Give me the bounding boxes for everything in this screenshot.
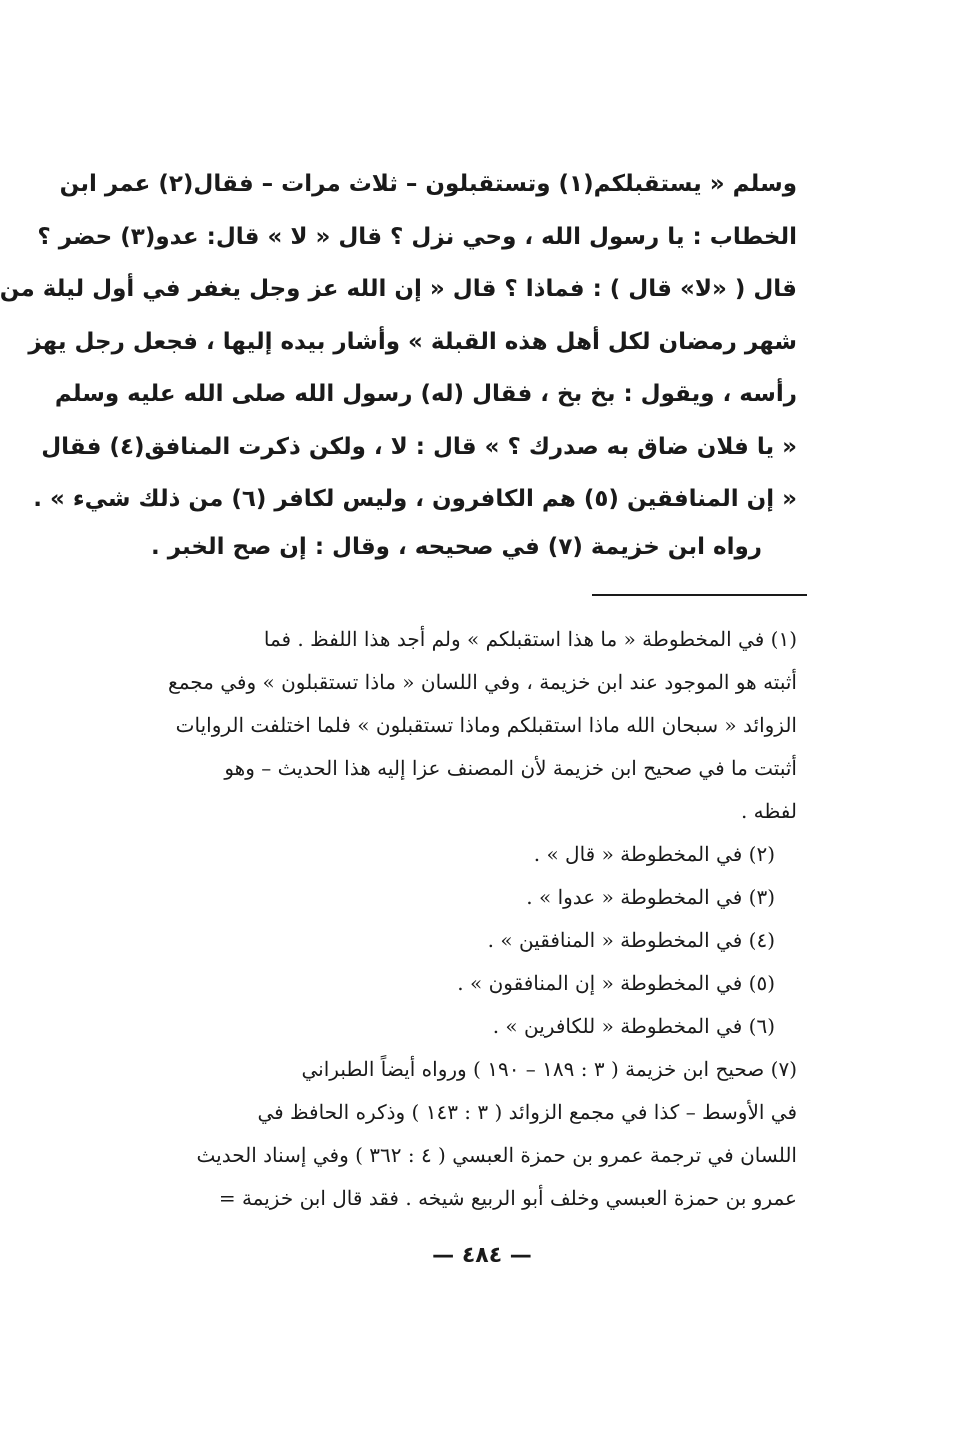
- footnote-line: (٧) صحيح ابن خزيمة ( ٣ : ١٨٩ – ١٩٠ ) ورواه أيضاً الطبراني: [301, 1057, 797, 1081]
- footnote-line: عمرو بن حمزة العبسي وخلف أبو الربيع شيخه . فقد قال ابن خزيمة =: [218, 1186, 797, 1210]
- footnote-line: أثبته هو الموجود عند ابن خزيمة ، وفي اللسان « ماذا تستقبلون » وفي مجمع: [168, 670, 797, 694]
- footnote-line: في الأوسط – كذا في مجمع الزوائد ( ٣ : ١٤٣ ) وذكره الحافظ في: [257, 1100, 797, 1124]
- main-text-line: الخطاب : يا رسول الله ، وحي نزل ؟ قال « لا » قال: عدو(٣) حضر ؟: [37, 223, 797, 250]
- main-text-line: رأسه ، ويقول : بخ بخ ، فقال (له) رسول الله صلى الله عليه وسلم: [54, 381, 797, 407]
- page-number: — ٤٨٤ —: [432, 1243, 532, 1268]
- footnote-line: أثبتت ما في صحيح ابن خزيمة لأن المصنف عزا إليه هذا الحديث – وهو: [224, 756, 797, 780]
- footnote-line: (٦) في المخطوطة « للكافرين » .: [492, 1014, 775, 1038]
- footnote-line: الزوائد « سبحان الله ماذا استقبلكم وماذا تستقبلون » فلما اختلفت الروايات: [175, 713, 797, 737]
- footnote-line: (٢) في المخطوطة « قال » .: [533, 842, 775, 866]
- main-text-line: « يا فلان ضاق به صدرك ؟ » قال : لا ، ولكن ذكرت المنافق(٤) فقال: [41, 433, 797, 460]
- main-text-line: قال ( «لا» قال ) : فماذا ؟ قال « إن الله عز وجل يغفر في أول ليلة من: [0, 276, 797, 302]
- footnote-line: (٥) في المخطوطة « إن المنافقون » .: [457, 971, 775, 995]
- main-text-line: وسلم « يستقبلكم(١) وتستقبلون – ثلاث مرات – فقال(٢) عمر ابن: [59, 171, 797, 197]
- footnote-divider: [592, 594, 807, 596]
- footnote-line: اللسان في ترجمة عمرو بن حمزة العبسي ( ٤ : ٣٦٢ ) وفي إسناد الحديث: [196, 1143, 797, 1167]
- main-text-line: شهر رمضان لكل أهل هذه القبلة » وأشار بيده إليها ، فجعل رجل يهز: [28, 328, 797, 355]
- main-text-block: [0, 158, 797, 526]
- footnotes-block: [168, 618, 797, 1220]
- footnote-line: (٣) في المخطوطة « عدوا » .: [526, 885, 775, 909]
- hadith-attribution: رواه ابن خزيمة (٧) في صحيحه ، وقال : إن صح الخبر .: [150, 534, 762, 560]
- footnote-line: (٤) في المخطوطة « المنافقين » .: [487, 928, 775, 952]
- footnote-line: (١) في المخطوطة « ما هذا استقبلكم » ولم أجد هذا اللفظ . فما: [263, 627, 797, 651]
- footnote-line: لفظه .: [740, 799, 797, 823]
- main-text-line: « إن المنافقين (٥) هم الكافرون ، وليس لكافر (٦) من ذلك شيء » .: [33, 486, 797, 512]
